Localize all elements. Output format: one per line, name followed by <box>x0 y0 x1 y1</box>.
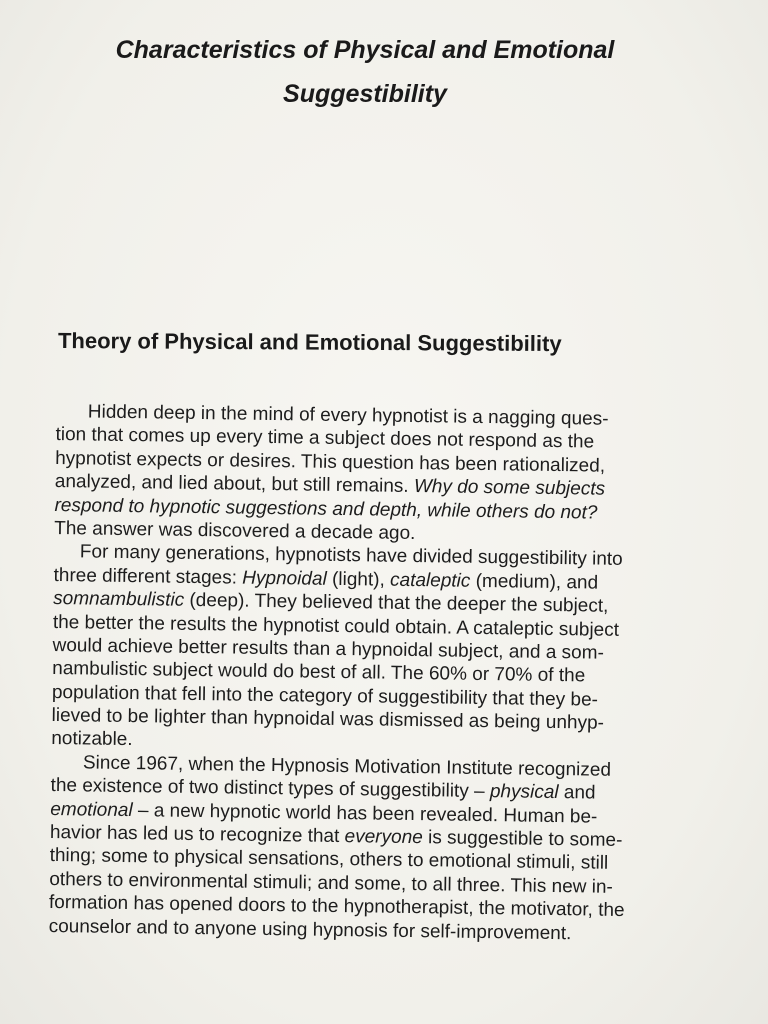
paragraph <box>51 540 694 759</box>
paragraph <box>48 751 691 947</box>
text-run: would achieve better results than a hypnoidal subject, and a som- <box>52 634 604 664</box>
text-run: three different stages: <box>53 564 243 589</box>
paragraph <box>54 400 696 549</box>
text-run: lieved to be lighter than hypnoidal was dismissed as being unhyp- <box>51 705 605 734</box>
text-run: thing; some to physical sensations, others to emotional stimuli, still <box>49 845 609 875</box>
body-text <box>48 400 695 947</box>
italic-text: emotional <box>50 798 133 821</box>
text-run: others to environmental stimuli; and some, to all three. This new in- <box>49 868 613 898</box>
italic-text: everyone <box>344 826 423 849</box>
italic-text: Hypnoidal <box>242 567 327 590</box>
text-run: and <box>558 782 596 804</box>
page-title-line-1: Characteristics of Physical and Emotional <box>115 36 615 64</box>
italic-text: respond to hypnotic suggestions and depth, while others do not? <box>54 494 598 524</box>
text-run: (light), <box>326 568 391 591</box>
text-run: (medium), and <box>470 570 599 594</box>
text-run: hypnotist expects or desires. This question has been rationalized, <box>55 447 606 477</box>
text-run: nambulistic subject would do best of all. The 60% or 70% of the <box>52 658 586 687</box>
text-run: (deep). They believed that the deeper the subject, <box>184 589 609 617</box>
italic-text: physical <box>489 781 559 804</box>
text-run: tion that comes up every time a subject does not respond as the <box>55 424 595 453</box>
text-run: formation has opened doors to the hypnotherapist, the motivator, the <box>48 892 625 922</box>
text-run: notizable. <box>51 728 133 751</box>
text-run: is suggestible to some- <box>422 827 623 851</box>
text-run: the existence of two distinct types of suggestibility – <box>50 775 491 803</box>
section-heading: Theory of Physical and Emotional Suggestibility <box>57 328 562 357</box>
text-run: The answer was discovered a decade ago. <box>54 517 416 544</box>
page-title <box>40 28 690 116</box>
italic-text: cataleptic <box>389 569 471 592</box>
text-run: counselor and to anyone using hypnosis for self-improvement. <box>48 915 572 944</box>
italic-text: Why do some subjects <box>413 476 606 500</box>
text-run: Hidden deep in the mind of every hypnotist is a nagging ques- <box>87 401 609 430</box>
text-run: For many generations, hypnotists have divided suggestibility into <box>79 541 623 571</box>
page-title-line-2: Suggestibility <box>283 80 447 108</box>
text-run: – a new hypnotic world has been revealed. Human be- <box>132 799 598 828</box>
text-run: population that fell into the category of suggestibility that they be- <box>51 681 599 711</box>
text-run: the better the results the hypnotist could obtain. A cataleptic subject <box>52 611 620 641</box>
text-run: Since 1967, when the Hypnosis Motivation Institute recognized <box>82 752 612 781</box>
italic-text: somnambulistic <box>53 588 185 611</box>
text-run: havior has led us to recognize that <box>49 821 345 848</box>
text-run: analyzed, and lied about, but still remains. <box>54 471 415 498</box>
